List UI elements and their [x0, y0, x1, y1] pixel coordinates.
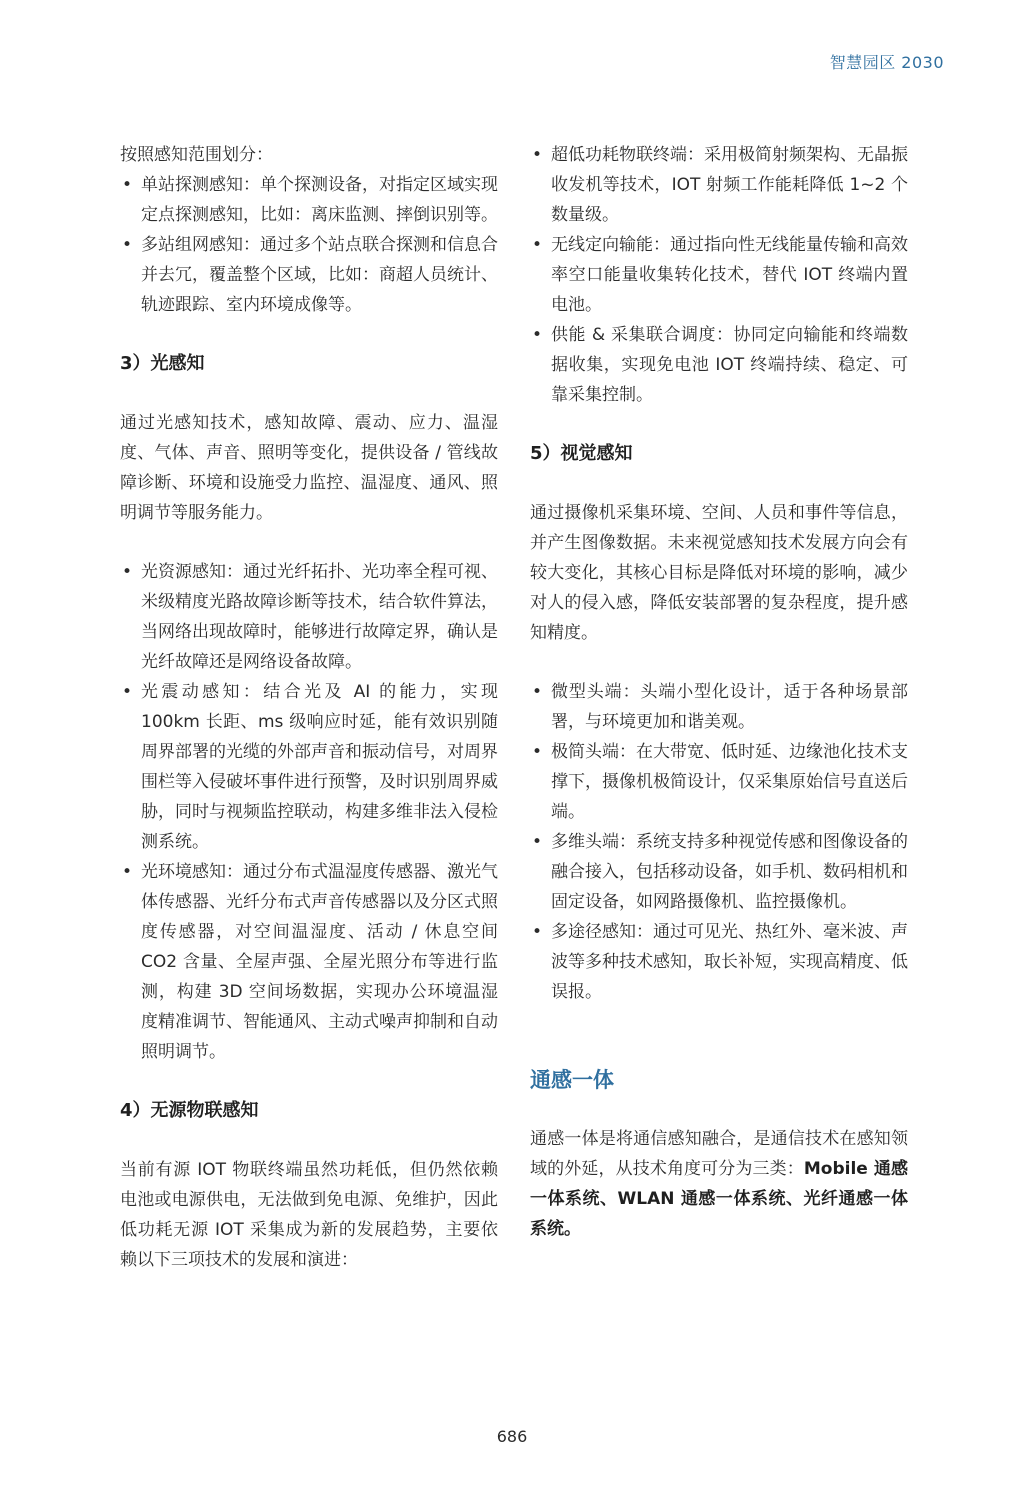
range-list [120, 170, 498, 320]
bullet-icon: • [532, 832, 543, 852]
section-heading-optical: 3）光感知 [120, 353, 205, 374]
passive-iot-paragraph: 当前有源 IOT 物联终端虽然功耗低，但仍然依赖电池或电源供电，无法做到免电源、免维护，因此低功耗无源 IOT 采集成为新的发展趋势，主要依赖以下三项技术的发展和演进： [120, 1160, 498, 1270]
right-column [530, 140, 908, 1244]
bullet-icon: • [532, 922, 543, 942]
section-heading-passive-iot: 4）无源物联感知 [120, 1100, 259, 1121]
list-item: • 光震动感知：结合光及 AI 的能力，实现 100km 长距、ms 级响应时延，能有效识别随周界部署的光缆的外部声音和振动信号，对周界围栏等入侵破坏事件进行预警，及时识别周界威胁，同时与视频监控联动，构建多维非法入侵检测系统。 [120, 677, 498, 857]
list-item: • 无线定向输能：通过指向性无线能量传输和高效率空口能量收集转化技术，替代 IOT 终端内置电池。 [530, 230, 908, 320]
list-item: • 多维头端：系统支持多种视觉传感和图像设备的融合接入，包括移动设备，如手机、数码相机和固定设备，如网路摄像机、监控摄像机。 [530, 827, 908, 917]
bullet-icon: • [532, 682, 543, 702]
list-item: • 超低功耗物联终端：采用极简射频架构、无晶振收发机等技术，IOT 射频工作能耗降低 1~2 个数量级。 [530, 140, 908, 230]
page-number: 686 [496, 1427, 528, 1446]
list-item: • 多途径感知：通过可见光、热红外、毫米波、声波等多种技术感知，取长补短，实现高精度、低误报。 [530, 917, 908, 1007]
bullet-icon: • [532, 235, 543, 255]
passive-iot-list [530, 140, 908, 410]
list-item: • 供能 & 采集联合调度：协同定向输能和终端数据收集，实现免电池 IOT 终端持续、稳定、可靠采集控制。 [530, 320, 908, 410]
bullet-icon: • [122, 235, 133, 255]
bullet-icon: • [122, 862, 133, 882]
running-header-title: 智慧园区 2030 [829, 53, 944, 72]
vision-paragraph: 通过摄像机采集环境、空间、人员和事件等信息，并产生图像数据。未来视觉感知技术发展方向会有较大变化，其核心目标是降低对环境的影响，减少对人的侵入感，降低安装部署的复杂程度，提升感知精度。 [530, 503, 908, 643]
range-intro-heading: 按照感知范围划分： [120, 145, 273, 165]
bullet-icon: • [122, 175, 133, 195]
section-heading-comm-sensing: 通感一体 [530, 1068, 614, 1092]
list-item: • 光环境感知：通过分布式温湿度传感器、激光气体传感器、光纤分布式声音传感器以及分区式照度传感器，对空间温湿度、活动 / 休息空间 CO2 含量、全屋声强、全屋光照分布等进行监测，构建 3D 空间场数据，实现办公环境温湿度精准调节、智能通风、主动式噪声抑制和自动照明调节。 [120, 857, 498, 1067]
left-column [120, 140, 498, 1275]
list-item: • 微型头端：头端小型化设计，适于各种场景部署，与环境更加和谐美观。 [530, 677, 908, 737]
bullet-icon: • [532, 742, 543, 762]
list-item: • 单站探测感知：单个探测设备，对指定区域实现定点探测感知，比如：离床监测、摔倒识别等。 [120, 170, 498, 230]
bullet-icon: • [122, 682, 133, 702]
list-item: • 极简头端：在大带宽、低时延、边缘池化技术支撑下，摄像机极简设计，仅采集原始信号直送后端。 [530, 737, 908, 827]
optical-paragraph: 通过光感知技术，感知故障、震动、应力、温湿度、气体、声音、照明等变化，提供设备 / 管线故障诊断、环境和设施受力监控、温湿度、通风、照明调节等服务能力。 [120, 413, 498, 523]
optical-list [120, 557, 498, 1067]
section-heading-vision: 5）视觉感知 [530, 443, 633, 464]
comm-sensing-types: Mobile 通感一体系统、WLAN 通感一体系统、光纤通感一体系统。 [530, 1159, 908, 1239]
list-item: • 多站组网感知：通过多个站点联合探测和信息合并去冗，覆盖整个区域，比如：商超人员统计、轨迹跟踪、室内环境成像等。 [120, 230, 498, 320]
bullet-icon: • [532, 325, 543, 345]
vision-list [530, 677, 908, 1007]
bullet-icon: • [122, 562, 133, 582]
list-item: • 光资源感知：通过光纤拓扑、光功率全程可视、米级精度光路故障诊断等技术，结合软件算法，当网络出现故障时，能够进行故障定界，确认是光纤故障还是网络设备故障。 [120, 557, 498, 677]
comm-sensing-paragraph: 通感一体是将通信感知融合，是通信技术在感知领域的外延，从技术角度可分为三类：Mobile 通感一体系统、WLAN 通感一体系统、光纤通感一体系统。 [530, 1129, 908, 1239]
bullet-icon: • [532, 145, 543, 165]
